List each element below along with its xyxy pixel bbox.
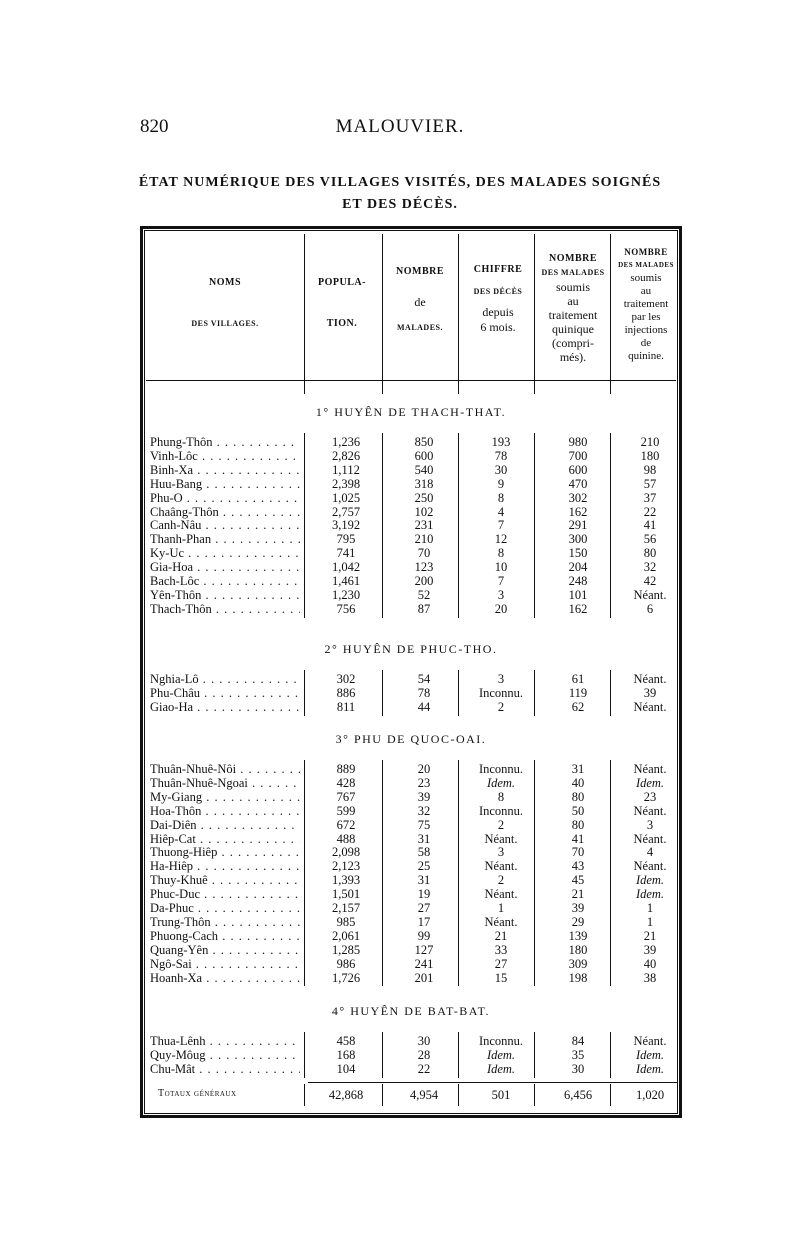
malades: 52 bbox=[417, 587, 431, 602]
malades: 31 bbox=[417, 831, 431, 846]
deces: 8 bbox=[497, 546, 505, 561]
village-name: Thua-Lênh . . . bbox=[150, 1034, 300, 1048]
table-row bbox=[150, 873, 680, 887]
village-name: Phuc-Duc . . . bbox=[150, 887, 300, 901]
deces: 4 bbox=[497, 504, 505, 519]
quinique: 21 bbox=[571, 887, 585, 902]
title-line-2: ET DES DÉCÈS. bbox=[342, 197, 458, 212]
malades: 540 bbox=[414, 462, 434, 477]
population: 2,157 bbox=[331, 901, 361, 915]
deces: 21 bbox=[494, 928, 508, 943]
population: 1,726 bbox=[331, 970, 361, 985]
injections: 39 bbox=[643, 685, 657, 700]
population: 104 bbox=[336, 1061, 356, 1076]
village-name: Thuong-Hiêp . . . bbox=[150, 845, 300, 859]
deces: 15 bbox=[494, 970, 508, 985]
injections: 80 bbox=[643, 546, 657, 561]
malades: 600 bbox=[414, 448, 434, 463]
population: 795 bbox=[336, 532, 356, 547]
table-row bbox=[150, 672, 680, 686]
malades: 32 bbox=[417, 803, 431, 818]
village-name: Phung-Thôn . . . bbox=[150, 435, 300, 449]
malades: 22 bbox=[417, 1061, 431, 1076]
malades: 17 bbox=[417, 914, 431, 929]
village-name: Nghia-Lô . . . bbox=[150, 672, 300, 686]
table-row bbox=[150, 686, 680, 700]
village-name: Hiêp-Cat . . . bbox=[150, 832, 300, 846]
col-header-deces: CHIFFRE DES DÉCÈS depuis 6 mois. bbox=[473, 264, 523, 334]
village-name: Binh-Xa . . . bbox=[150, 463, 300, 477]
malades: 99 bbox=[417, 928, 431, 943]
table-row bbox=[150, 887, 680, 901]
deces: 9 bbox=[497, 476, 505, 491]
village-name: Dai-Diên . . . bbox=[150, 818, 300, 832]
table-row bbox=[150, 901, 680, 915]
quinique: 70 bbox=[571, 845, 585, 860]
population: 1,025 bbox=[331, 490, 361, 505]
population: 168 bbox=[336, 1047, 356, 1062]
header-rule bbox=[146, 380, 676, 381]
population: 1,393 bbox=[331, 873, 361, 888]
injections: 56 bbox=[643, 532, 657, 547]
total-malades: 4,954 bbox=[409, 1088, 439, 1102]
table-row bbox=[150, 532, 680, 546]
population: 1,112 bbox=[332, 462, 360, 477]
injections: 41 bbox=[643, 518, 657, 533]
malades: 850 bbox=[414, 435, 434, 449]
total-deces: 501 bbox=[491, 1088, 511, 1102]
malades: 25 bbox=[417, 859, 431, 874]
malades: 28 bbox=[417, 1047, 431, 1062]
malades: 70 bbox=[417, 546, 431, 561]
table-row bbox=[150, 943, 680, 957]
quinique: 309 bbox=[568, 956, 588, 971]
injections: 210 bbox=[640, 435, 660, 449]
injections: 39 bbox=[643, 942, 657, 957]
malades: 20 bbox=[417, 762, 431, 776]
malades: 127 bbox=[414, 942, 434, 957]
quinique: 204 bbox=[568, 560, 588, 575]
population: 302 bbox=[336, 672, 356, 686]
village-name: Vinh-Lôc . . . bbox=[150, 449, 300, 463]
population: 1,236 bbox=[331, 435, 361, 449]
population: 889 bbox=[336, 762, 356, 776]
village-name: Chu-Mât . . . bbox=[150, 1062, 300, 1076]
table-row bbox=[150, 602, 680, 616]
village-name: Thuy-Khuê . . . bbox=[150, 873, 300, 887]
population: 756 bbox=[336, 601, 356, 616]
table-row bbox=[150, 588, 680, 602]
population: 2,757 bbox=[331, 504, 361, 519]
deces: 8 bbox=[497, 789, 505, 804]
population: 986 bbox=[336, 956, 356, 971]
table-row bbox=[150, 762, 680, 776]
quinique: 35 bbox=[571, 1047, 585, 1062]
quinique: 80 bbox=[571, 817, 585, 832]
injections: Idem. bbox=[635, 1047, 665, 1062]
table-row bbox=[150, 574, 680, 588]
section-heading: 3° PHU DE QUOC-OAI. bbox=[335, 732, 487, 746]
table-row bbox=[150, 477, 680, 491]
table-row bbox=[150, 449, 680, 463]
deces: 2 bbox=[497, 873, 505, 888]
population: 985 bbox=[336, 914, 356, 929]
malades: 30 bbox=[417, 1034, 431, 1048]
total-quinique: 6,456 bbox=[563, 1088, 593, 1102]
deces: Inconnu. bbox=[478, 1034, 524, 1048]
total-population: 42,868 bbox=[328, 1088, 364, 1102]
population: 428 bbox=[336, 775, 356, 790]
quinique: 139 bbox=[568, 928, 588, 943]
deces: 7 bbox=[497, 518, 505, 533]
table-title bbox=[0, 172, 800, 216]
village-name: My-Giang . . . bbox=[150, 790, 300, 804]
population: 2,061 bbox=[331, 928, 361, 943]
title-line-1: ÉTAT NUMÉRIQUE DES VILLAGES VISITÉS, DES MALADES SOIGNÉS bbox=[138, 175, 662, 190]
table-row bbox=[150, 776, 680, 790]
running-head: MALOUVIER. bbox=[335, 116, 465, 137]
malades: 231 bbox=[414, 518, 434, 533]
col-header-malades: NOMBRE de MALADES. bbox=[396, 266, 444, 332]
injections: 6 bbox=[646, 601, 654, 616]
table-row bbox=[150, 915, 680, 929]
injections: 3 bbox=[646, 817, 654, 832]
table-row bbox=[150, 845, 680, 859]
deces: 193 bbox=[491, 435, 511, 449]
injections: Néant. bbox=[633, 831, 667, 846]
population: 599 bbox=[336, 803, 356, 818]
table-row bbox=[150, 518, 680, 532]
malades: 210 bbox=[414, 532, 434, 547]
population: 886 bbox=[336, 685, 356, 700]
injections: Idem. bbox=[635, 873, 665, 888]
population: 741 bbox=[336, 546, 356, 561]
table-row bbox=[150, 463, 680, 477]
malades: 78 bbox=[417, 685, 431, 700]
table-row bbox=[150, 971, 680, 985]
malades: 200 bbox=[414, 574, 434, 588]
deces: Idem. bbox=[486, 1047, 516, 1062]
table-row bbox=[150, 859, 680, 873]
injections: Néant. bbox=[633, 699, 667, 714]
header-column-rule bbox=[610, 234, 611, 394]
population: 488 bbox=[336, 831, 356, 846]
malades: 241 bbox=[414, 956, 434, 971]
deces: 1 bbox=[497, 901, 505, 915]
village-name: Hoanh-Xa . . . bbox=[150, 971, 300, 985]
village-name: Phu-O . . . bbox=[150, 491, 300, 505]
deces: 3 bbox=[497, 672, 505, 686]
injections: 98 bbox=[643, 462, 657, 477]
totals-rule bbox=[308, 1082, 678, 1083]
quinique: 291 bbox=[568, 518, 588, 533]
population: 767 bbox=[336, 789, 356, 804]
village-name: Thach-Thôn . . . bbox=[150, 602, 300, 616]
village-name: Bach-Lôc . . . bbox=[150, 574, 300, 588]
quinique: 198 bbox=[568, 970, 588, 985]
malades: 39 bbox=[417, 789, 431, 804]
malades: 87 bbox=[417, 601, 431, 616]
quinique: 600 bbox=[568, 462, 588, 477]
injections: Néant. bbox=[633, 762, 667, 776]
village-name: Thuân-Nhuê-Ngoai . . . bbox=[150, 776, 300, 790]
table-row bbox=[150, 957, 680, 971]
deces: Idem. bbox=[486, 1061, 516, 1076]
injections: Idem. bbox=[635, 775, 665, 790]
injections: 180 bbox=[640, 448, 660, 463]
population: 1,230 bbox=[331, 587, 361, 602]
population: 2,123 bbox=[331, 859, 361, 874]
section-heading: 2° HUYÊN DE PHUC-THO. bbox=[324, 642, 498, 656]
malades: 31 bbox=[417, 873, 431, 888]
deces: Néant. bbox=[484, 831, 518, 846]
village-name: Hoa-Thôn . . . bbox=[150, 804, 300, 818]
table-row bbox=[150, 1048, 680, 1062]
deces: 33 bbox=[494, 942, 508, 957]
deces: Néant. bbox=[484, 859, 518, 874]
table-row bbox=[150, 929, 680, 943]
totals-label: Totaux généraux bbox=[158, 1088, 237, 1099]
deces: 20 bbox=[494, 601, 508, 616]
table-row bbox=[150, 435, 680, 449]
malades: 75 bbox=[417, 817, 431, 832]
col-header-injections: NOMBRE DES MALADES soumis au traitement par les injections de quinine. bbox=[618, 247, 674, 362]
population: 1,461 bbox=[331, 574, 361, 588]
injections: 4 bbox=[646, 845, 654, 860]
header-column-rule bbox=[382, 234, 383, 394]
quinique: 980 bbox=[568, 435, 588, 449]
section-heading: 1° HUYÊN DE THACH-THAT. bbox=[315, 405, 507, 419]
village-name: Phu-Châu . . . bbox=[150, 686, 300, 700]
deces: 8 bbox=[497, 490, 505, 505]
village-name: Yên-Thôn . . . bbox=[150, 588, 300, 602]
malades: 123 bbox=[414, 560, 434, 575]
deces: 2 bbox=[497, 699, 505, 714]
malades: 23 bbox=[417, 775, 431, 790]
population: 1,042 bbox=[331, 560, 361, 575]
village-name: Thuân-Nhuê-Nôi . . . bbox=[150, 762, 300, 776]
table-row bbox=[150, 832, 680, 846]
quinique: 119 bbox=[568, 685, 588, 700]
quinique: 300 bbox=[568, 532, 588, 547]
malades: 201 bbox=[414, 970, 434, 985]
deces: 3 bbox=[497, 587, 505, 602]
village-name: Thanh-Phan . . . bbox=[150, 532, 300, 546]
village-name: Ky-Uc . . . bbox=[150, 546, 300, 560]
header-column-rule bbox=[534, 234, 535, 394]
quinique: 43 bbox=[571, 859, 585, 874]
quinique: 41 bbox=[571, 831, 585, 846]
page-header bbox=[0, 116, 800, 140]
population: 458 bbox=[336, 1034, 356, 1048]
quinique: 470 bbox=[568, 476, 588, 491]
population: 2,826 bbox=[331, 448, 361, 463]
injections: 32 bbox=[643, 560, 657, 575]
table-row bbox=[150, 546, 680, 560]
injections: 38 bbox=[643, 970, 657, 985]
village-name: Phuong-Cach . . . bbox=[150, 929, 300, 943]
deces: Néant. bbox=[484, 914, 518, 929]
injections: 42 bbox=[643, 574, 657, 588]
population: 2,398 bbox=[331, 476, 361, 491]
injections: 21 bbox=[643, 928, 657, 943]
injections: Idem. bbox=[635, 887, 665, 902]
section-heading: 4° HUYÊN DE BAT-BAT. bbox=[331, 1004, 491, 1018]
quinique: 31 bbox=[571, 762, 585, 776]
injections: Néant. bbox=[633, 859, 667, 874]
injections: 1 bbox=[646, 901, 654, 915]
injections: 37 bbox=[643, 490, 657, 505]
village-name: Gia-Hoa . . . bbox=[150, 560, 300, 574]
quinique: 30 bbox=[571, 1061, 585, 1076]
malades: 27 bbox=[417, 901, 431, 915]
injections: 23 bbox=[643, 789, 657, 804]
injections: Néant. bbox=[633, 587, 667, 602]
population: 2,098 bbox=[331, 845, 361, 860]
village-name: Quang-Yên . . . bbox=[150, 943, 300, 957]
quinique: 150 bbox=[568, 546, 588, 561]
village-name: Trung-Thôn . . . bbox=[150, 915, 300, 929]
village-name: Chaâng-Thôn . . . bbox=[150, 505, 300, 519]
deces: 2 bbox=[497, 817, 505, 832]
deces: 12 bbox=[494, 532, 508, 547]
village-name: Ha-Hiêp . . . bbox=[150, 859, 300, 873]
injections: 40 bbox=[643, 956, 657, 971]
injections: Néant. bbox=[633, 803, 667, 818]
deces: 27 bbox=[494, 956, 508, 971]
population: 1,285 bbox=[331, 942, 361, 957]
village-name: Giao-Ha . . . bbox=[150, 700, 300, 714]
population: 811 bbox=[336, 699, 356, 714]
deces: 3 bbox=[497, 845, 505, 860]
population: 3,192 bbox=[331, 518, 361, 533]
quinique: 162 bbox=[568, 504, 588, 519]
malades: 19 bbox=[417, 887, 431, 902]
quinique: 45 bbox=[571, 873, 585, 888]
col-header-quinique: NOMBRE DES MALADES soumis au traitement quinique (compri- més). bbox=[541, 253, 605, 364]
deces: Inconnu. bbox=[478, 685, 524, 700]
population: 672 bbox=[336, 817, 356, 832]
quinique: 62 bbox=[571, 699, 585, 714]
table-row bbox=[150, 560, 680, 574]
malades: 318 bbox=[414, 476, 434, 491]
deces: Néant. bbox=[484, 887, 518, 902]
injections: 22 bbox=[643, 504, 657, 519]
village-name: Canh-Nâu . . . bbox=[150, 518, 300, 532]
quinique: 50 bbox=[571, 803, 585, 818]
injections: Néant. bbox=[633, 672, 667, 686]
village-name: Da-Phuc . . . bbox=[150, 901, 300, 915]
quinique: 29 bbox=[571, 914, 585, 929]
quinique: 101 bbox=[568, 587, 588, 602]
deces: Idem. bbox=[486, 775, 516, 790]
quinique: 80 bbox=[571, 789, 585, 804]
deces: 30 bbox=[494, 462, 508, 477]
population: 1,501 bbox=[331, 887, 361, 902]
deces: 78 bbox=[494, 448, 508, 463]
table-row bbox=[150, 790, 680, 804]
table-row bbox=[150, 804, 680, 818]
quinique: 180 bbox=[568, 942, 588, 957]
injections: Idem. bbox=[635, 1061, 665, 1076]
malades: 102 bbox=[414, 504, 434, 519]
village-name: Ngô-Sai . . . bbox=[150, 957, 300, 971]
quinique: 248 bbox=[568, 574, 588, 588]
malades: 58 bbox=[417, 845, 431, 860]
quinique: 40 bbox=[571, 775, 585, 790]
total-injections: 1,020 bbox=[635, 1088, 665, 1102]
table-row bbox=[150, 1034, 680, 1048]
deces: Inconnu. bbox=[478, 803, 524, 818]
village-name: Huu-Bang . . . bbox=[150, 477, 300, 491]
col-header-population: POPULA- TION. bbox=[318, 277, 366, 329]
header-column-rule bbox=[458, 234, 459, 394]
deces: 10 bbox=[494, 560, 508, 575]
table-row bbox=[150, 700, 680, 714]
table-row bbox=[150, 491, 680, 505]
table-row bbox=[150, 1062, 680, 1076]
quinique: 84 bbox=[571, 1034, 585, 1048]
injections: 57 bbox=[643, 476, 657, 491]
quinique: 39 bbox=[571, 901, 585, 915]
quinique: 61 bbox=[571, 672, 585, 686]
table-row bbox=[150, 818, 680, 832]
deces: 7 bbox=[497, 574, 505, 588]
injections: 1 bbox=[646, 914, 654, 929]
malades: 250 bbox=[414, 490, 434, 505]
header-column-rule bbox=[304, 234, 305, 394]
malades: 44 bbox=[417, 699, 431, 714]
village-name: Quy-Môug . . . bbox=[150, 1048, 300, 1062]
injections: Néant. bbox=[633, 1034, 667, 1048]
deces: Inconnu. bbox=[478, 762, 524, 776]
quinique: 700 bbox=[568, 448, 588, 463]
page-number: 820 bbox=[140, 116, 169, 137]
table-row bbox=[150, 505, 680, 519]
totals-row bbox=[150, 1088, 680, 1104]
quinique: 162 bbox=[568, 601, 588, 616]
col-header-names: NOMS DES VILLAGES. bbox=[191, 277, 259, 328]
quinique: 302 bbox=[568, 490, 588, 505]
malades: 54 bbox=[417, 672, 431, 686]
